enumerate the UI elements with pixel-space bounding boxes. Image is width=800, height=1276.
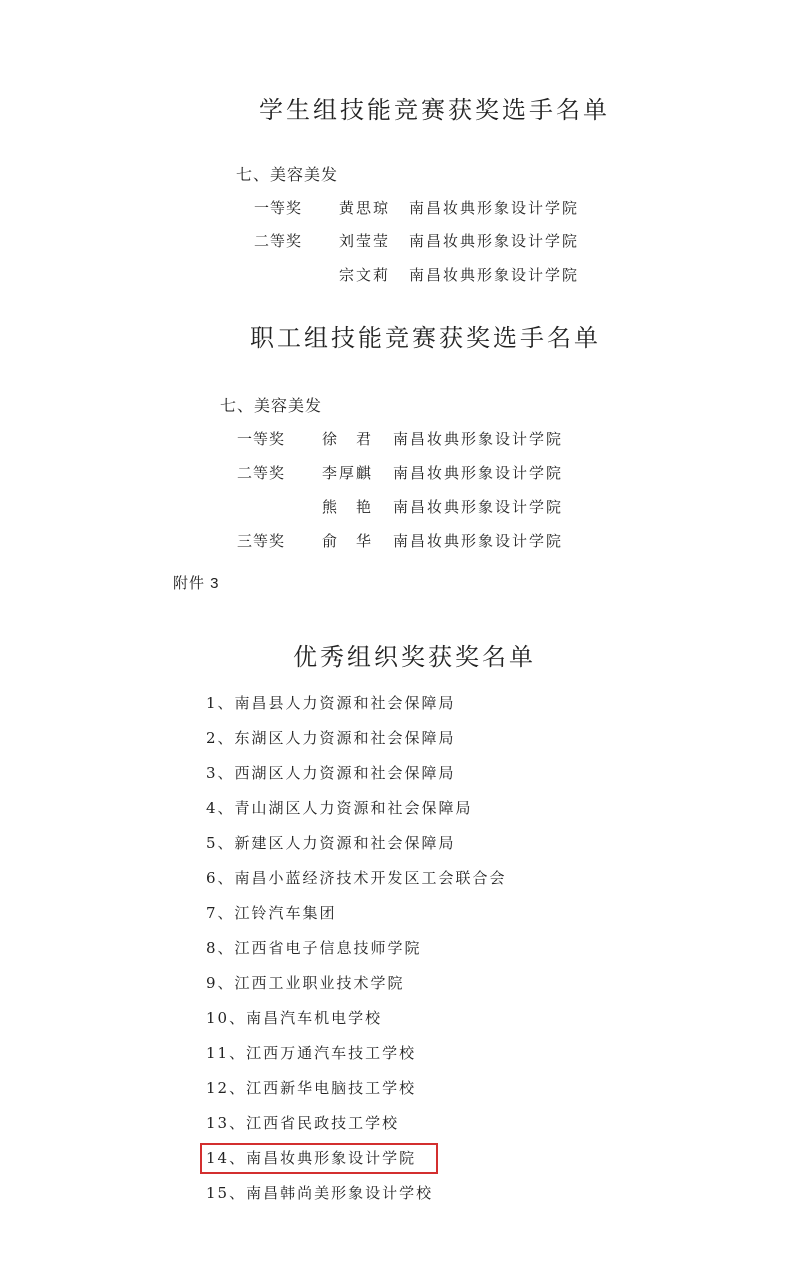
list-item <box>206 797 473 819</box>
item-name: 南昌汽车机电学校 <box>246 1009 383 1027</box>
staff-category-label: 七、美容美发 <box>220 396 323 415</box>
staff-section-title: 职工组技能竞赛获奖选手名单 <box>250 324 601 352</box>
item-number: 15、 <box>206 1184 247 1202</box>
list-item <box>206 867 507 889</box>
item-name: 青山湖区人力资源和社会保障局 <box>234 799 473 817</box>
winner-organization: 南昌妆典形象设计学院 <box>393 464 564 482</box>
item-number: 2、 <box>206 729 235 747</box>
item-name: 江西新华电脑技工学校 <box>246 1079 417 1097</box>
item-number: 12、 <box>206 1079 247 1097</box>
list-item <box>206 902 337 924</box>
item-name: 南昌小蓝经济技术开发区工会联合会 <box>234 869 507 887</box>
winner-organization: 南昌妆典形象设计学院 <box>409 232 580 250</box>
award-grade: 二等奖 <box>254 232 303 250</box>
winner-name: 俞 华 <box>322 532 374 550</box>
item-name: 南昌妆典形象设计学院 <box>246 1149 417 1167</box>
item-number: 5、 <box>206 834 235 852</box>
item-number: 4、 <box>206 799 235 817</box>
item-number: 10、 <box>206 1009 247 1027</box>
list-item <box>206 972 405 994</box>
item-name: 新建区人力资源和社会保障局 <box>234 834 456 852</box>
list-item-highlighted <box>206 1147 416 1169</box>
item-name: 江铃汽车集团 <box>234 904 337 922</box>
item-number: 6、 <box>206 869 235 887</box>
item-number: 11、 <box>206 1044 247 1062</box>
item-number: 7、 <box>206 904 235 922</box>
award-grade: 一等奖 <box>254 199 303 217</box>
winner-name: 熊 艳 <box>322 498 374 516</box>
item-number: 3、 <box>206 764 235 782</box>
item-number: 14、 <box>206 1149 247 1167</box>
list-item <box>206 1077 416 1099</box>
winner-name: 宗文莉 <box>339 266 391 284</box>
list-item <box>206 727 456 749</box>
list-item <box>206 1042 416 1064</box>
attachment-label: 附件 3 <box>173 575 220 592</box>
award-grade: 二等奖 <box>237 464 286 482</box>
award-grade: 三等奖 <box>237 532 286 550</box>
item-name: 江西工业职业技术学院 <box>234 974 405 992</box>
item-name: 南昌县人力资源和社会保障局 <box>234 694 456 712</box>
item-name: 东湖区人力资源和社会保障局 <box>234 729 456 747</box>
item-number: 8、 <box>206 939 235 957</box>
winner-name: 刘莹莹 <box>339 232 391 250</box>
student-section-title: 学生组技能竞赛获奖选手名单 <box>259 96 610 124</box>
winner-organization: 南昌妆典形象设计学院 <box>409 199 580 217</box>
winner-name: 徐 君 <box>322 430 374 448</box>
list-item <box>206 832 456 854</box>
list-item <box>206 1112 399 1134</box>
item-name: 江西省民政技工学校 <box>246 1114 400 1132</box>
list-item <box>206 937 422 959</box>
award-grade: 一等奖 <box>237 430 286 448</box>
item-name: 江西省电子信息技师学院 <box>234 939 422 957</box>
item-name: 南昌韩尚美形象设计学校 <box>246 1184 434 1202</box>
item-name: 西湖区人力资源和社会保障局 <box>234 764 456 782</box>
winner-organization: 南昌妆典形象设计学院 <box>393 430 564 448</box>
student-category-label: 七、美容美发 <box>236 165 339 184</box>
item-name: 江西万通汽车技工学校 <box>246 1044 417 1062</box>
winner-name: 李厚麒 <box>322 464 374 482</box>
list-item <box>206 1182 433 1204</box>
org-award-title: 优秀组织奖获奖名单 <box>293 643 536 671</box>
winner-name: 黄思琼 <box>339 199 391 217</box>
item-number: 1、 <box>206 694 235 712</box>
list-item <box>206 1007 382 1029</box>
list-item <box>206 692 456 714</box>
item-number: 9、 <box>206 974 235 992</box>
winner-organization: 南昌妆典形象设计学院 <box>409 266 580 284</box>
winner-organization: 南昌妆典形象设计学院 <box>393 532 564 550</box>
list-item <box>206 762 456 784</box>
winner-organization: 南昌妆典形象设计学院 <box>393 498 564 516</box>
item-number: 13、 <box>206 1114 247 1132</box>
